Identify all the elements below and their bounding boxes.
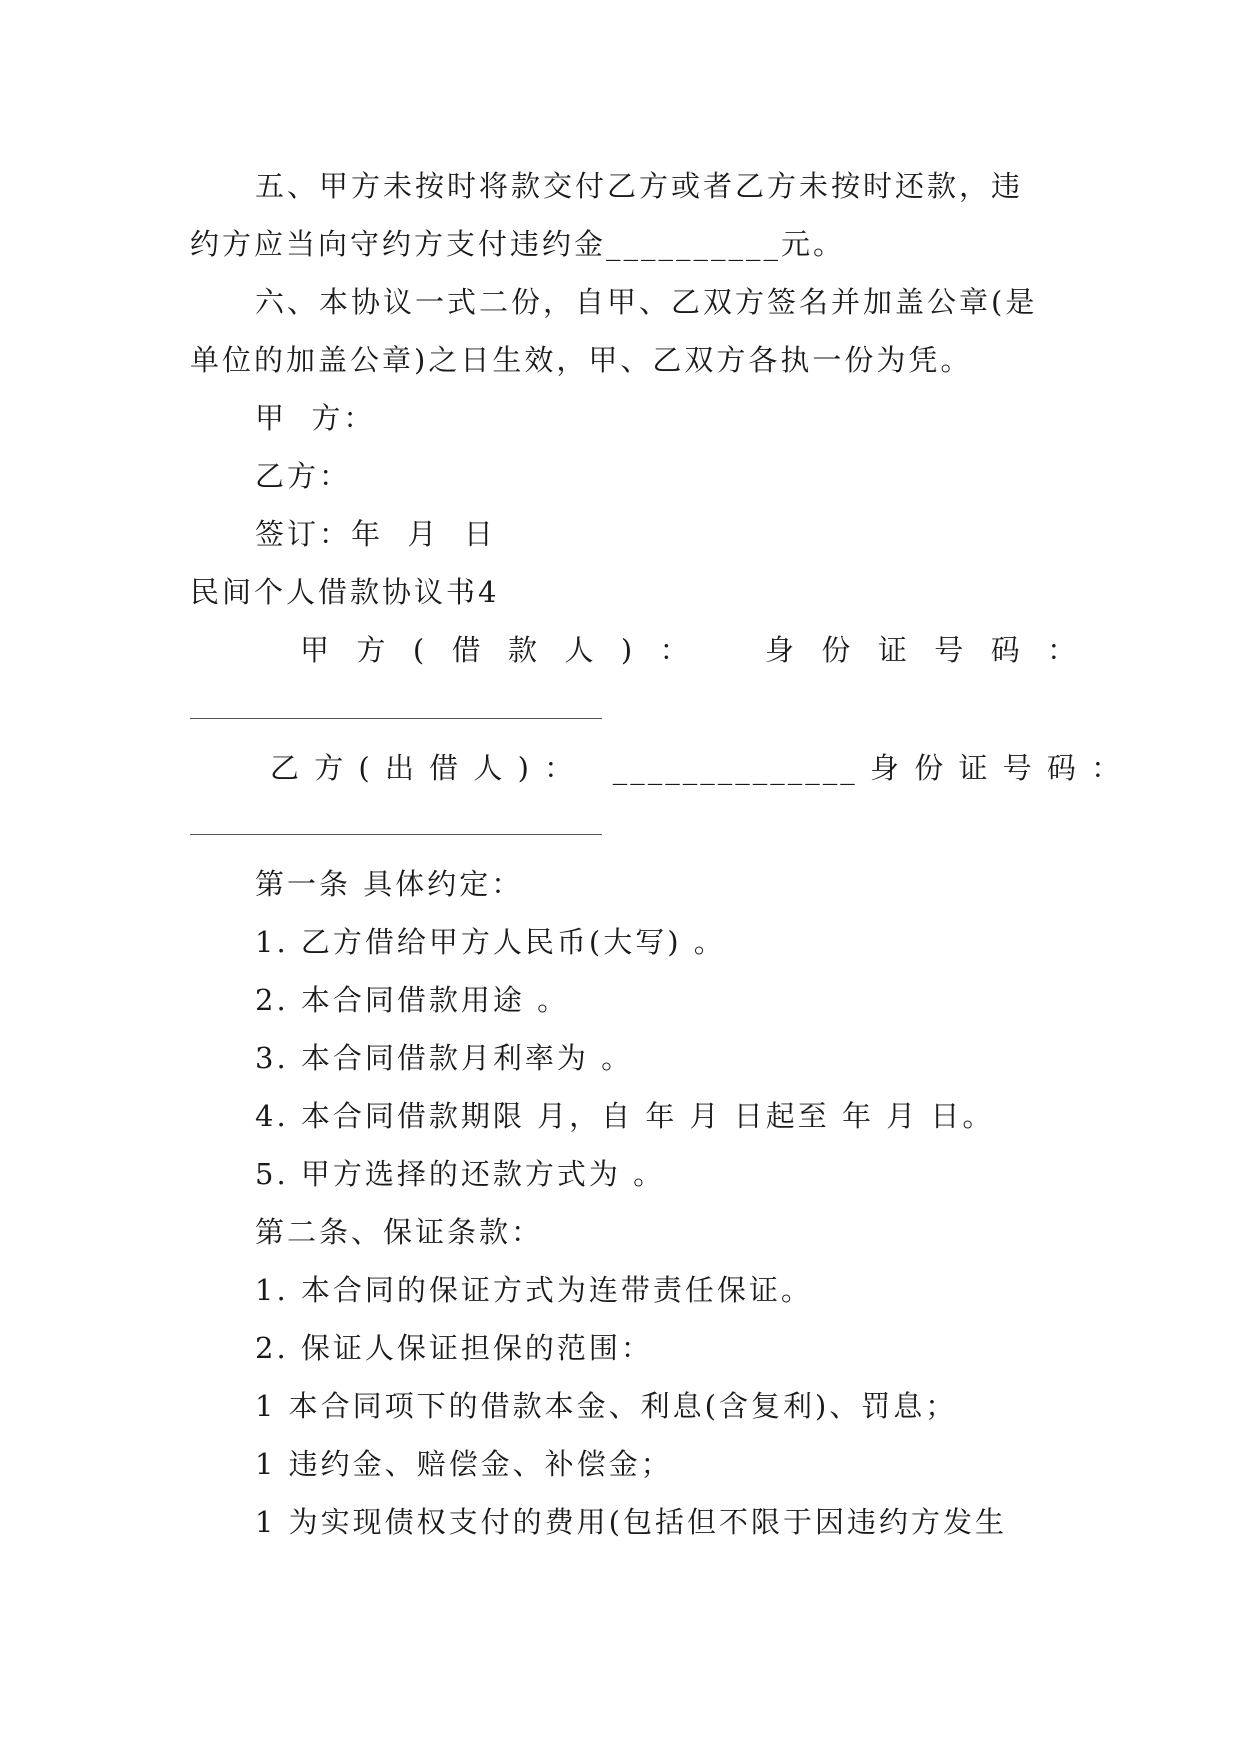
party-a-label: 甲 方： [255, 401, 376, 435]
signing-date-label: 签订：年 月 日 [255, 517, 496, 551]
lender-line: 乙 方 ( 出 借 人 ) ： ______________ 身 份 证 号 码 ： [270, 751, 1124, 785]
clause-six-line-2: 单位的加盖公章)之日生效，甲、乙双方各执一份为凭。 [190, 343, 973, 377]
article-two-item-2: 2. 保证人保证担保的范围： [255, 1331, 653, 1365]
article-one-item-2: 2. 本合同借款用途 。 [255, 983, 570, 1017]
article-two-item-1: 1. 本合同的保证方式为连带责任保证。 [255, 1273, 813, 1307]
section-title: 民间个人借款协议书4 [190, 575, 500, 609]
party-b-label: 乙方： [255, 459, 352, 493]
clause-six-line-1: 六、本协议一式二份，自甲、乙双方签名并加盖公章(是 [255, 285, 1038, 319]
article-two-heading: 第二条、保证条款： [255, 1215, 544, 1249]
lender-underline [190, 834, 602, 835]
article-one-item-1: 1. 乙方借给甲方人民币(大写) 。 [255, 925, 726, 959]
article-one-item-4: 4. 本合同借款期限 月，自 年 月 日起至 年 月 日。 [255, 1099, 995, 1133]
article-one-heading: 第一条 具体约定： [255, 867, 524, 901]
borrower-underline [190, 718, 602, 719]
article-one-item-5: 5. 甲方选择的还款方式为 。 [255, 1157, 666, 1191]
clause-five-line-2: 约方应当向守约方支付违约金__________元。 [190, 227, 846, 261]
article-one-item-3: 3. 本合同借款月利率为 。 [255, 1041, 634, 1075]
guarantee-scope-item-2: 1 违约金、赔偿金、补偿金； [255, 1447, 673, 1481]
guarantee-scope-item-3: 1 为实现债权支付的费用(包括但不限于因违约方发生 [255, 1505, 1007, 1539]
borrower-line: 甲 方 ( 借 款 人 ) ： 身 份 证 号 码 ： [300, 633, 1080, 667]
guarantee-scope-item-1: 1 本合同项下的借款本金、利息(含复利)、罚息； [255, 1389, 958, 1423]
clause-five-line-1: 五、甲方未按时将款交付乙方或者乙方未按时还款，违 [255, 169, 1024, 203]
